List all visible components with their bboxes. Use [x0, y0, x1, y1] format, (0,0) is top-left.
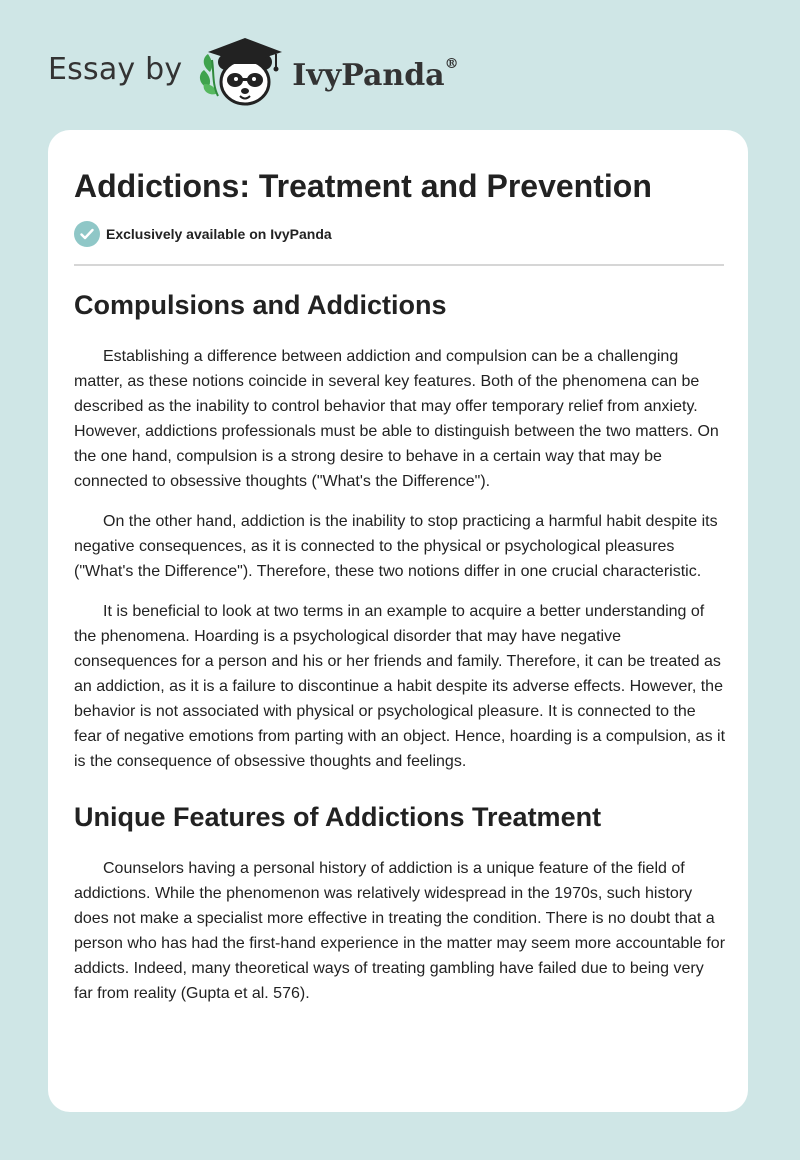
essay-card [48, 130, 748, 1112]
paragraph: On the other hand, addiction is the inability to stop practicing a harmful habit despite its negative consequences, as it is connected to the physical or psychological pleasures ("What's the Difference"). Therefore, these two notions differ in one crucial characteristic. [74, 513, 718, 580]
essay-content [74, 130, 726, 1006]
exclusive-badge-text: Exclusively available on IvyPanda [106, 226, 332, 242]
essay-by-label: Essay by [48, 51, 183, 87]
section-heading-unique-features: Unique Features of Addictions Treatment [74, 802, 602, 832]
paragraph: It is beneficial to look at two terms in an example to acquire a better understanding of the phenomena. Hoarding is a psychological disorder that may have negative consequences for a person and his or her friends and family. Therefore, it can be treated as an addiction, as it is a failure to discontinue a habit despite its adverse effects. However, the behavior is not associated with physical or psychological pleasure. It is connected to the fear of negative emotions from parting with an object. Hence, hoarding is a compulsion, as it is the consequence of obsessive thoughts and feelings. [74, 603, 726, 770]
paragraph: Establishing a difference between addiction and compulsion can be a challenging matter, as these notions coincide in several key features. Both of the phenomena can be described as the inability to control behavior that may offer temporary relief from anxiety. However, addictions professionals must be able to distinguish between the two matters. On the one hand, compulsion is a strong desire to behave in a certain way that may be connected to obsessive thoughts ("What's the Difference"). [74, 348, 719, 490]
registered-mark: ® [444, 55, 459, 72]
page-title: Addictions: Treatment and Prevention [74, 168, 652, 204]
check-icon [74, 221, 100, 247]
section-heading-compulsions: Compulsions and Addictions [74, 290, 447, 320]
divider [74, 264, 724, 266]
site-header [48, 32, 459, 112]
exclusive-badge [74, 220, 726, 248]
panda-graduate-icon[interactable] [198, 32, 284, 112]
brand-name[interactable]: IvyPanda® [292, 55, 459, 93]
paragraph: Counselors having a personal history of addiction is a unique feature of the field of addictions. While the phenomenon was relatively widespread in the 1970s, such history does not make a specialist more effective in treating the condition. There is no doubt that a person who has had the first-hand experience in the matter may seem more accountable for addicts. Indeed, many theoretical ways of treating gambling have failed due to being very far from reality (Gupta et al. 576). [74, 860, 726, 1002]
